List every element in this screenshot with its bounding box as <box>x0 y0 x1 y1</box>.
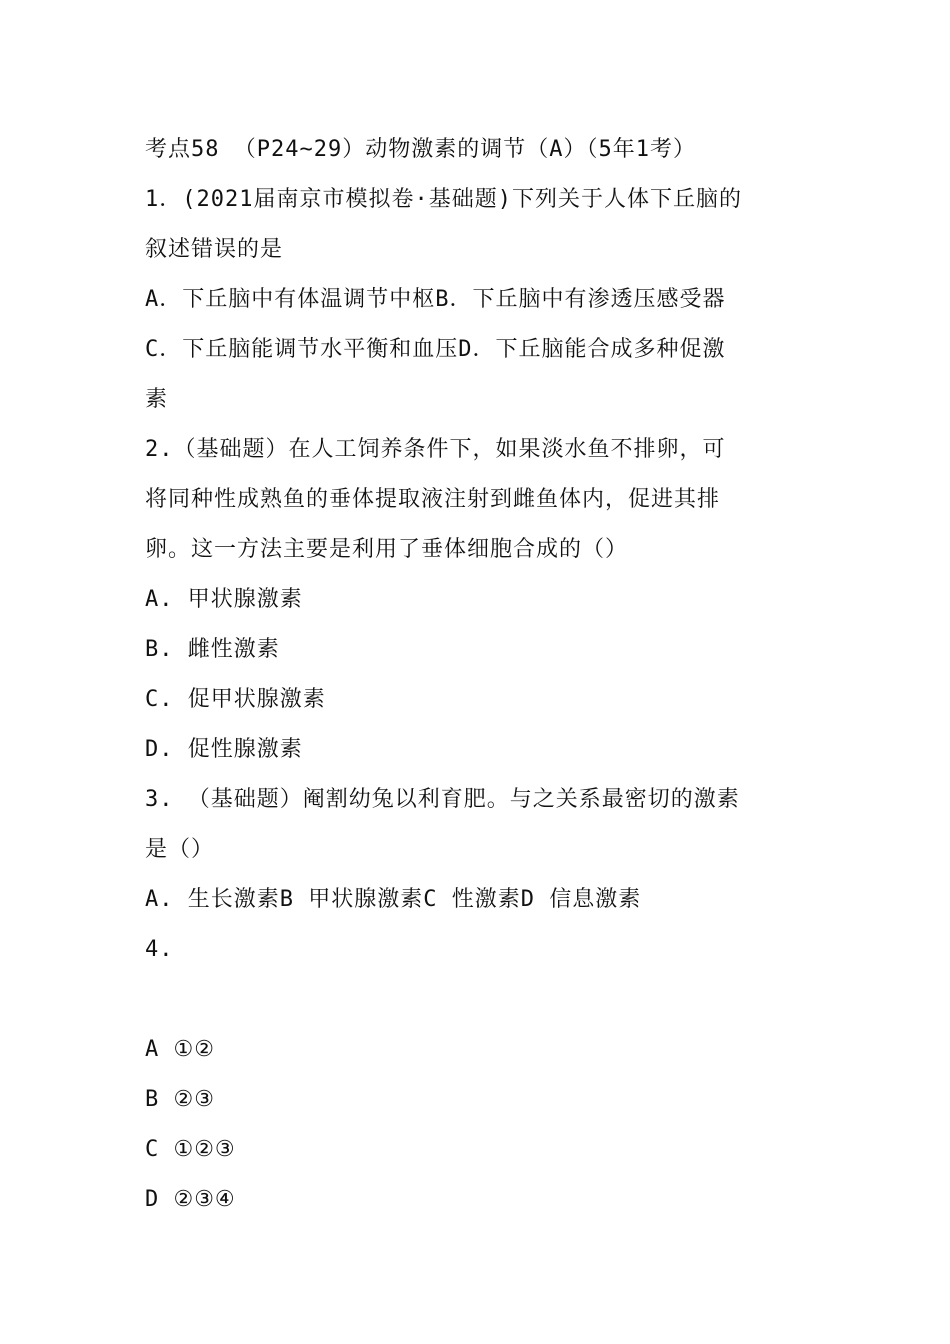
question-3-line-2: 是（） <box>145 837 215 862</box>
question-1-options-ab: A．下丘脑中有体温调节中枢B．下丘脑中有渗透压感受器 <box>145 287 726 312</box>
question-2-line-1: 2.（基础题）在人工饲养条件下，如果淡水鱼不排卵，可 <box>145 437 726 462</box>
question-2-option-d: D. 促性腺激素 <box>145 737 303 762</box>
question-2-line-3: 卵。这一方法主要是利用了垂体细胞合成的（） <box>145 537 629 562</box>
question-3-options: A. 生长激素B 甲状腺激素C 性激素D 信息激素 <box>145 887 642 912</box>
question-1-options-cd: C．下丘脑能调节水平衡和血压D．下丘脑能合成多种促激 <box>145 337 726 362</box>
question-4-option-d: D ②③④ <box>145 1187 236 1212</box>
question-2-line-2: 将同种性成熟鱼的垂体提取液注射到雌鱼体内，促进其排 <box>145 487 721 512</box>
question-1-options-cd-continued: 素 <box>145 387 169 412</box>
question-2-option-c: C. 促甲状腺激素 <box>145 687 326 712</box>
question-3-line-1: 3. （基础题）阉割幼兔以利育肥。与之关系最密切的激素 <box>145 787 740 812</box>
question-4-number: 4. <box>145 937 174 962</box>
question-2-option-b: B. 雌性激素 <box>145 637 280 662</box>
section-title: 考点58 （P24~29）动物激素的调节（A）（5年1考） <box>145 137 696 162</box>
question-1-line-2: 叙述错误的是 <box>145 237 284 262</box>
question-4-option-b: B ②③ <box>145 1087 215 1112</box>
question-1-line-1: 1．(2021届南京市模拟卷·基础题)下列关于人体下丘脑的 <box>145 187 742 212</box>
question-4-option-a: A ①② <box>145 1037 215 1062</box>
question-2-option-a: A. 甲状腺激素 <box>145 587 303 612</box>
question-4-option-c: C ①②③ <box>145 1137 236 1162</box>
